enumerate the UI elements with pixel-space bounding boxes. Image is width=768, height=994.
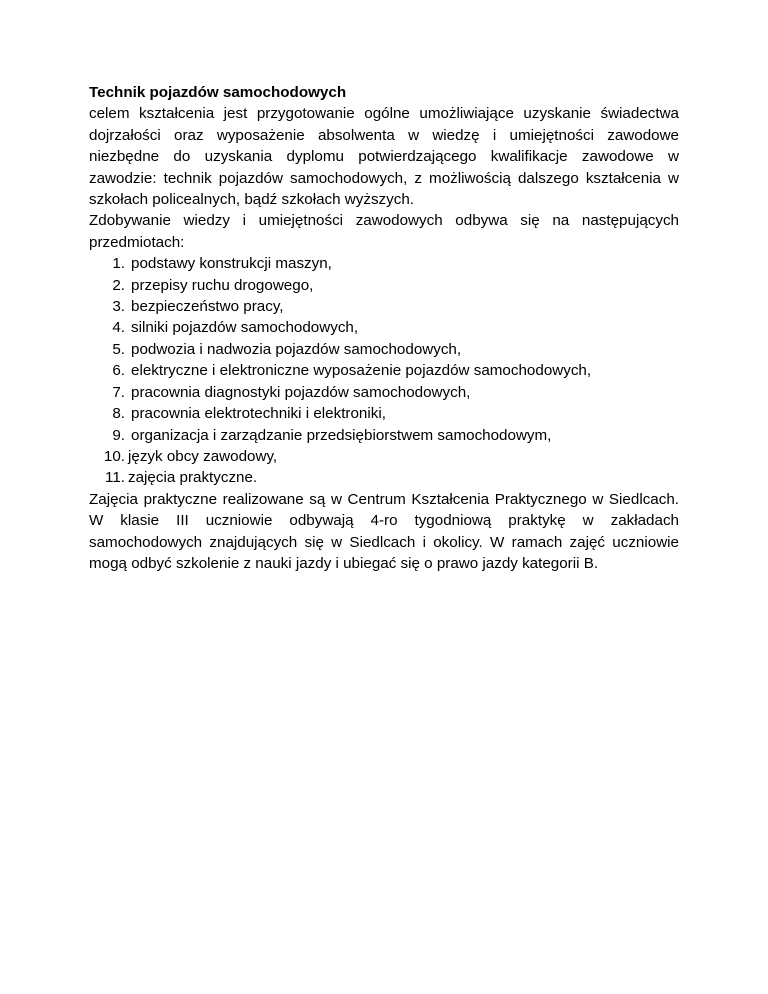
list-item-number: 9.	[112, 426, 125, 444]
document-title: Technik pojazdów samochodowych	[89, 84, 347, 101]
document-page	[89, 82, 679, 574]
list-item	[89, 446, 679, 467]
list-item-text: bezpieczeństwo pracy,	[131, 298, 284, 316]
list-item-number: 4.	[112, 319, 125, 337]
subjects-list	[89, 253, 679, 488]
list-item-text: przepisy ruchu drogowego,	[131, 276, 314, 294]
list-item	[89, 382, 679, 403]
list-item-text: pracownia elektrotechniki i elektroniki,	[131, 405, 386, 423]
list-item-number: 3.	[112, 298, 125, 316]
list-item-number: 11.	[105, 469, 125, 487]
list-item	[89, 339, 679, 360]
list-item-text: organizacja i zarządzanie przedsiębiorstwem samochodowym,	[131, 426, 552, 444]
list-item-text: podstawy konstrukcji maszyn,	[131, 255, 332, 273]
list-item-number: 5.	[112, 340, 125, 358]
list-item-number: 6.	[112, 362, 125, 380]
list-item-number: 2.	[112, 276, 125, 294]
closing-paragraph: Zajęcia praktyczne realizowane są w Centrum Kształcenia Praktycznego w Siedlcach. W klasie III uczniowie odbywają 4-ro tygodniową praktykę w zakładach samochodowych znajdujących się w Siedlcach i okolicy. W ramach zajęć uczniowie mogą odbyć szkolenie z nauki jazdy i ubiegać się o prawo jazdy kategorii B.	[89, 490, 679, 572]
list-item-text: silniki pojazdów samochodowych,	[131, 319, 359, 337]
list-item-text: język obcy zawodowy,	[128, 447, 278, 465]
subjects-intro: Zdobywanie wiedzy i umiejętności zawodowych odbywa się na następujących przedmiotach:	[89, 212, 679, 251]
list-item	[89, 467, 679, 488]
list-item-text: zajęcia praktyczne.	[128, 469, 258, 487]
list-item-number: 7.	[112, 383, 125, 401]
list-item-text: podwozia i nadwozia pojazdów samochodowych,	[131, 340, 462, 358]
list-item-number: 1.	[112, 255, 125, 273]
list-item	[89, 275, 679, 296]
list-item	[89, 296, 679, 317]
list-item	[89, 425, 679, 446]
list-item	[89, 360, 679, 381]
list-item	[89, 403, 679, 424]
list-item-number: 10.	[103, 447, 125, 465]
list-item-number: 8.	[112, 405, 125, 423]
intro-paragraph: celem kształcenia jest przygotowanie ogólne umożliwiające uzyskanie świadectwa dojrzałości oraz wyposażenie absolwenta w wiedzę i umiejętności zawodowe niezbędne do uzyskania dyplomu potwierdzającego kwalifikacje zawodowe w zawodzie: technik pojazdów samochodowych, z możliwością dalszego kształcenia w szkołach policealnych, bądź szkołach wyższych.	[89, 105, 679, 209]
list-item	[89, 253, 679, 274]
list-item-text: elektryczne i elektroniczne wyposażenie pojazdów samochodowych,	[131, 362, 592, 380]
list-item	[89, 317, 679, 338]
list-item-text: pracownia diagnostyki pojazdów samochodowych,	[131, 383, 471, 401]
